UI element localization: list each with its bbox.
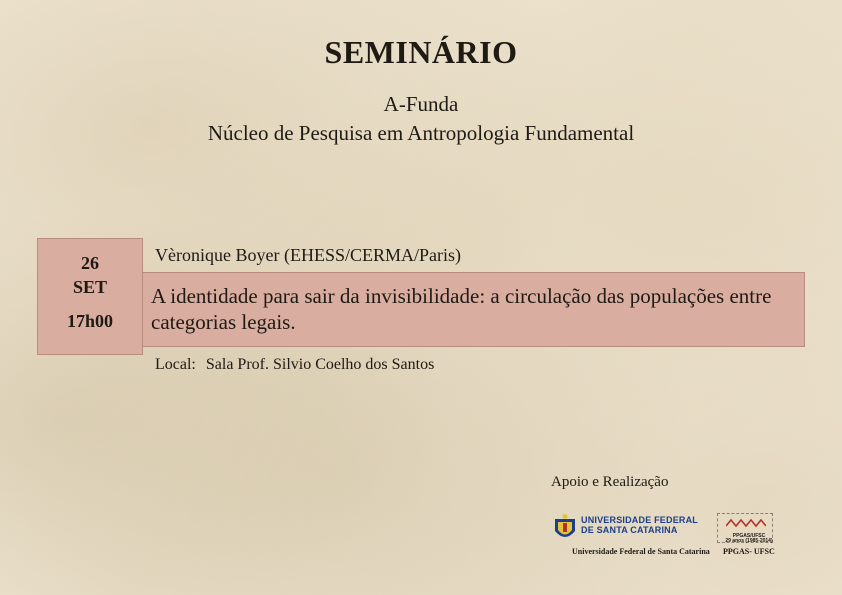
ppgas-logo <box>715 511 779 561</box>
location-label: Local: <box>155 356 196 373</box>
ppgas-logo-line1: PPGAS/UFSC <box>732 533 766 539</box>
support-label: Apoio e Realização <box>551 474 669 490</box>
ppgas-wave-icon <box>726 518 766 530</box>
talk-title: A identidade para sair da invisibilidade: a circulação das populações entre categorias legais. <box>151 284 772 334</box>
ufsc-name-line1: UNIVERSIDADE FEDERAL <box>581 515 699 525</box>
location-value: Sala Prof. Silvio Coelho dos Santos <box>205 356 435 373</box>
ppgas-logo-text <box>724 534 774 544</box>
ufsc-name <box>581 515 705 535</box>
subtitle-nucleo: Núcleo de Pesquisa em Antropologia Fundamental <box>207 121 635 145</box>
ufsc-caption: Universidade Federal de Santa Catarina <box>572 547 710 556</box>
ufsc-logo <box>553 511 710 561</box>
ppgas-logo-line2: 29 anos (1985-2014) <box>725 538 773 544</box>
date-day: 26 <box>81 253 99 273</box>
date-time: 17h00 <box>66 311 113 331</box>
ppgas-logo-frame <box>717 513 773 543</box>
ppgas-caption: PPGAS- UFSC <box>723 547 775 556</box>
page-title: SEMINÁRIO <box>324 34 518 70</box>
date-box <box>37 238 143 355</box>
subtitle-afunda: A-Funda <box>383 92 459 116</box>
date-month: SET <box>72 277 108 297</box>
talk-box <box>143 272 805 347</box>
ufsc-crest-icon <box>553 513 577 543</box>
ufsc-name-line2: DE SANTA CATARINA <box>581 525 678 535</box>
speaker-name: Vèronique Boyer (EHESS/CERMA/Paris) <box>155 245 461 265</box>
location <box>155 356 434 374</box>
